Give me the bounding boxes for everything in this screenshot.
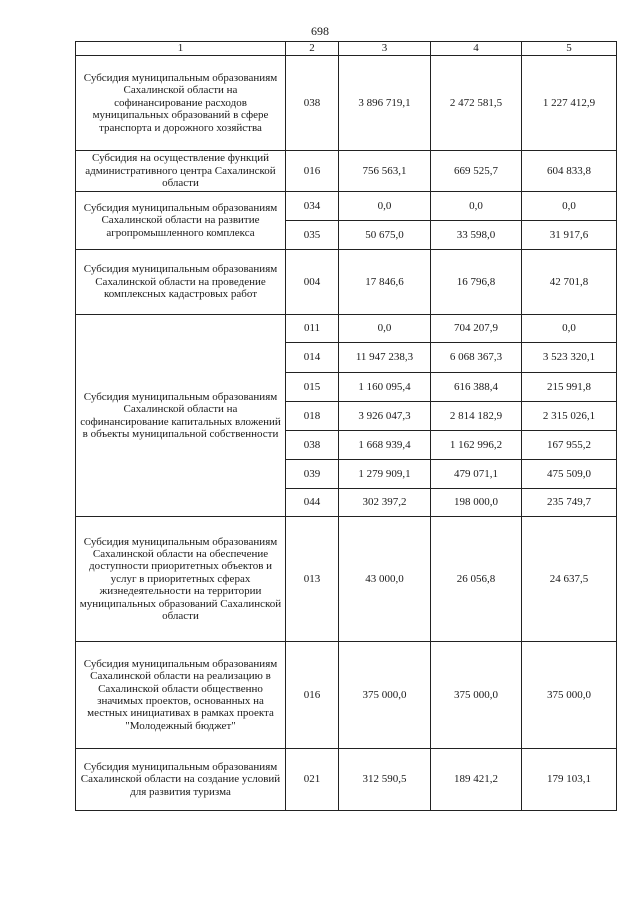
row-value-col3: 3 926 047,3: [339, 402, 431, 431]
table-row: [76, 250, 617, 315]
row-value-col5: 235 749,7: [522, 489, 617, 517]
row-value-col3: 3 896 719,1: [339, 56, 431, 151]
row-description: Субсидия муниципальным образованиям Сахалинской области на реализацию в Сахалинской области общественно значимых проектов, основанных на местных инициативах в рамках проекта "Молодежный бюджет": [76, 642, 286, 749]
row-value-col3: 1 668 939,4: [339, 431, 431, 460]
row-value-col3: 302 397,2: [339, 489, 431, 517]
row-value-col3: 43 000,0: [339, 517, 431, 642]
row-value-col5: 2 315 026,1: [522, 402, 617, 431]
table-row: [76, 517, 617, 642]
row-description: Субсидия муниципальным образованиям Сахалинской области на развитие агропромышленного комплекса: [76, 192, 286, 250]
row-value-col4: 33 598,0: [431, 221, 522, 250]
row-value-col4: 704 207,9: [431, 315, 522, 343]
row-value-col4: 0,0: [431, 192, 522, 221]
row-value-col3: 375 000,0: [339, 642, 431, 749]
row-value-col4: 479 071,1: [431, 460, 522, 489]
row-value-col5: 42 701,8: [522, 250, 617, 315]
row-code: 013: [286, 517, 339, 642]
row-value-col5: 24 637,5: [522, 517, 617, 642]
row-value-col4: 26 056,8: [431, 517, 522, 642]
row-value-col5: 31 917,6: [522, 221, 617, 250]
page-number: 698: [311, 24, 329, 38]
row-value-col4: 1 162 996,2: [431, 431, 522, 460]
row-description: Субсидия на осуществление функций административного центра Сахалинской области: [76, 151, 286, 192]
row-value-col3: 50 675,0: [339, 221, 431, 250]
row-code: 038: [286, 56, 339, 151]
header-cell-4: 4: [431, 42, 522, 56]
row-value-col4: 198 000,0: [431, 489, 522, 517]
row-code: 014: [286, 343, 339, 373]
row-value-col5: 0,0: [522, 315, 617, 343]
row-value-col5: 475 509,0: [522, 460, 617, 489]
row-value-col4: 616 388,4: [431, 373, 522, 402]
row-value-col5: 215 991,8: [522, 373, 617, 402]
row-value-col5: 0,0: [522, 192, 617, 221]
header-cell-1: 1: [76, 42, 286, 56]
row-value-col5: 179 103,1: [522, 749, 617, 811]
row-code: 021: [286, 749, 339, 811]
row-value-col3: 756 563,1: [339, 151, 431, 192]
row-value-col5: 1 227 412,9: [522, 56, 617, 151]
row-description: Субсидия муниципальным образованиям Сахалинской области на создание условий для развития туризма: [76, 749, 286, 811]
row-code: 039: [286, 460, 339, 489]
row-value-col3: 11 947 238,3: [339, 343, 431, 373]
row-code: 018: [286, 402, 339, 431]
row-value-col5: 375 000,0: [522, 642, 617, 749]
row-description: Субсидия муниципальным образованиям Сахалинской области на проведение комплексных кадастровых работ: [76, 250, 286, 315]
table-row: [76, 315, 617, 343]
row-value-col3: 1 160 095,4: [339, 373, 431, 402]
row-value-col3: 17 846,6: [339, 250, 431, 315]
row-code: 034: [286, 192, 339, 221]
row-description: Субсидия муниципальным образованиям Сахалинской области на обеспечение доступности приоритетных объектов и услуг в приоритетных сферах жизнедеятельности на территории муниципальных образований Сахалинской области: [76, 517, 286, 642]
header-cell-3: 3: [339, 42, 431, 56]
row-description: Субсидия муниципальным образованиям Сахалинской области на софинансирование расходов муниципальных образований в сфере транспорта и дорожного хозяйства: [76, 56, 286, 151]
header-cell-2: 2: [286, 42, 339, 56]
row-description: Субсидия муниципальным образованиям Сахалинской области на софинансирование капитальных вложений в объекты муниципальной собственности: [76, 315, 286, 517]
table-row: [76, 151, 617, 192]
budget-table: [75, 41, 617, 811]
table-row: [76, 642, 617, 749]
row-value-col4: 6 068 367,3: [431, 343, 522, 373]
header-cell-5: 5: [522, 42, 617, 56]
row-code: 004: [286, 250, 339, 315]
row-code: 011: [286, 315, 339, 343]
table-row: [76, 56, 617, 151]
row-code: 035: [286, 221, 339, 250]
row-code: 044: [286, 489, 339, 517]
table-body: [76, 42, 617, 811]
row-value-col4: 669 525,7: [431, 151, 522, 192]
row-value-col4: 375 000,0: [431, 642, 522, 749]
row-code: 015: [286, 373, 339, 402]
row-value-col3: 0,0: [339, 192, 431, 221]
table-row: [76, 192, 617, 221]
row-code: 016: [286, 151, 339, 192]
row-code: 016: [286, 642, 339, 749]
row-value-col4: 189 421,2: [431, 749, 522, 811]
table-row: [76, 749, 617, 811]
table-header-row: [76, 42, 617, 56]
row-value-col3: 0,0: [339, 315, 431, 343]
row-value-col5: 167 955,2: [522, 431, 617, 460]
row-value-col4: 16 796,8: [431, 250, 522, 315]
row-value-col5: 3 523 320,1: [522, 343, 617, 373]
row-code: 038: [286, 431, 339, 460]
row-value-col3: 312 590,5: [339, 749, 431, 811]
row-value-col4: 2 472 581,5: [431, 56, 522, 151]
row-value-col3: 1 279 909,1: [339, 460, 431, 489]
row-value-col4: 2 814 182,9: [431, 402, 522, 431]
row-value-col5: 604 833,8: [522, 151, 617, 192]
